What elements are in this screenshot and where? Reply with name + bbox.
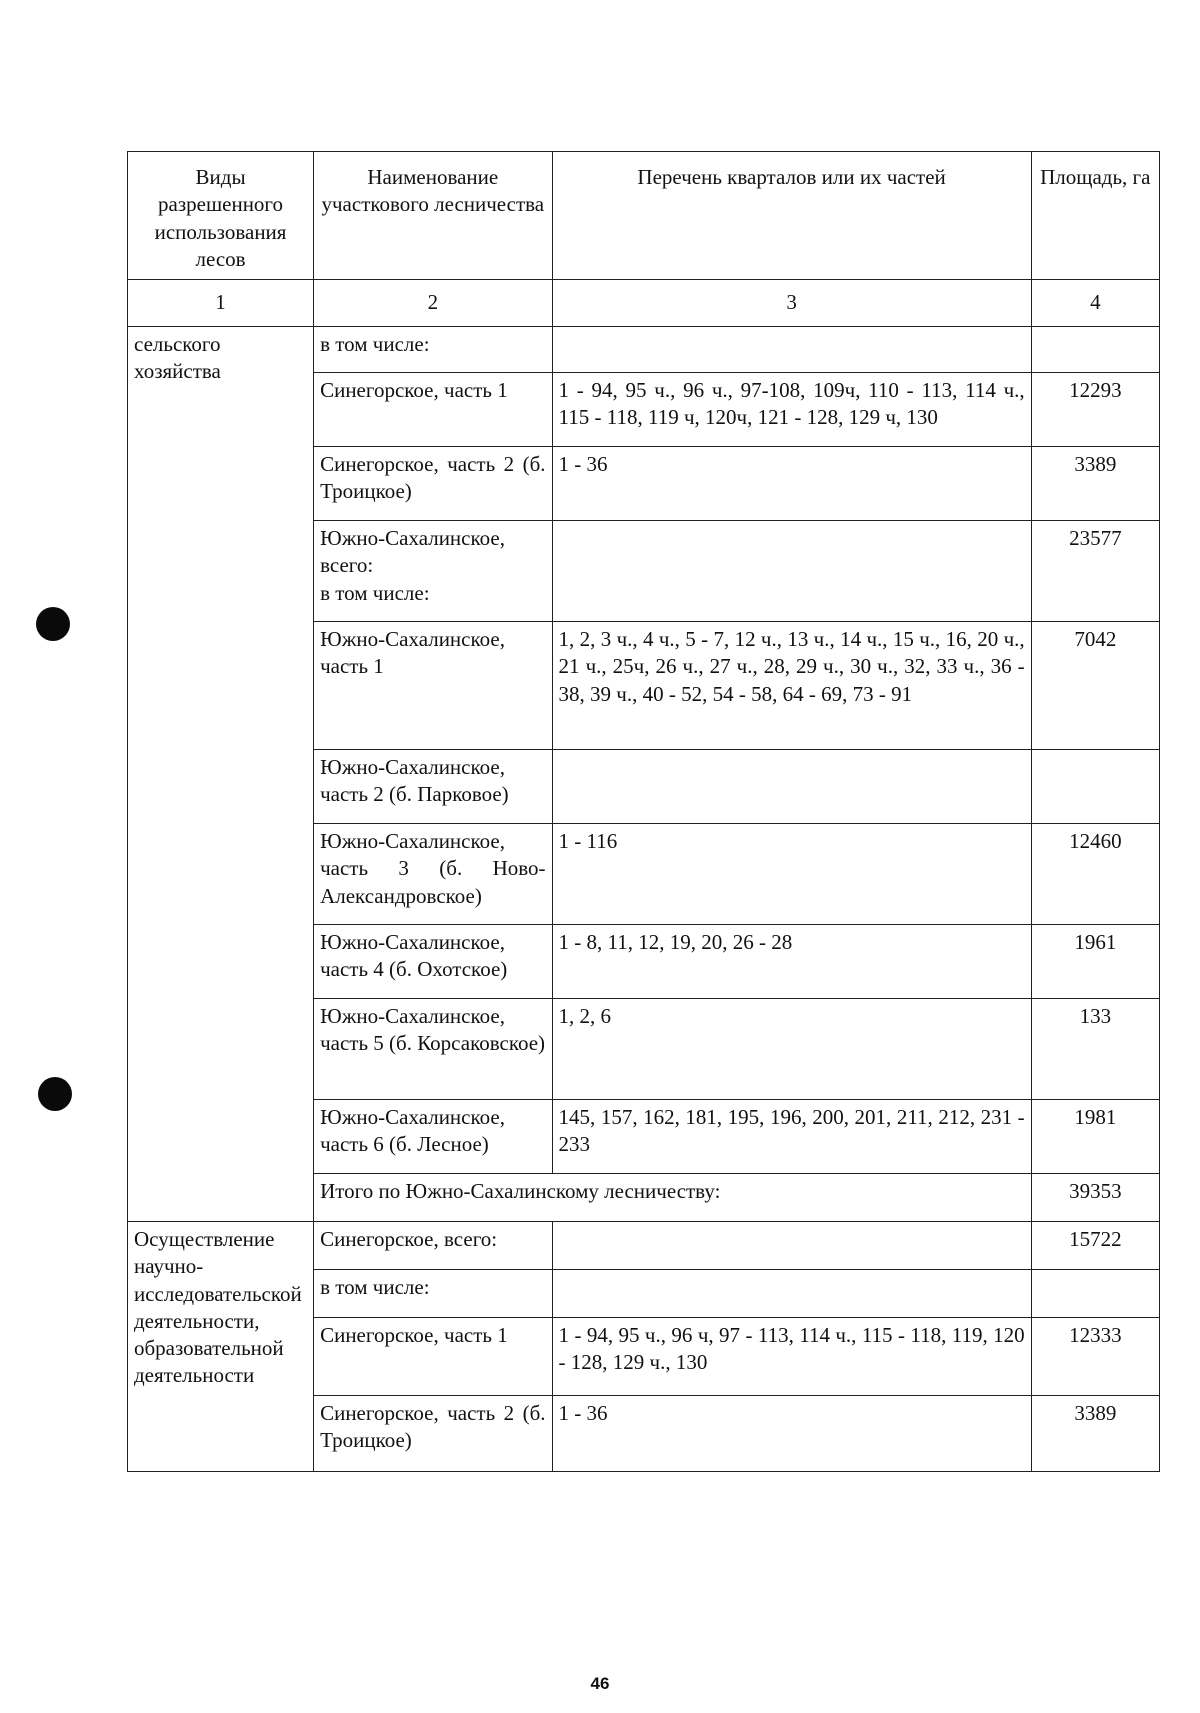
- area-value: 23577: [1031, 521, 1159, 622]
- column-number: 3: [552, 280, 1031, 327]
- column-number: 4: [1031, 280, 1159, 327]
- area-value: 12293: [1031, 373, 1159, 447]
- area-value: 1961: [1031, 925, 1159, 999]
- total-area: 39353: [1031, 1174, 1159, 1222]
- area-value: 12460: [1031, 824, 1159, 925]
- use-type-agriculture: сельского хозяйства: [128, 327, 314, 1222]
- quarters-list: [552, 327, 1031, 373]
- forestry-name: Синегорское, часть 1: [314, 1318, 552, 1396]
- quarters-list: [552, 521, 1031, 622]
- quarters-list: 1 - 94, 95 ч., 96 ч, 97 - 113, 114 ч., 115 - 118, 119, 120 - 128, 129 ч., 130: [552, 1318, 1031, 1396]
- forestry-name: Синегорское, часть 1: [314, 373, 552, 447]
- quarters-list: [552, 1270, 1031, 1318]
- quarters-list: 1 - 36: [552, 447, 1031, 521]
- table-row: [128, 1222, 1160, 1270]
- area-value: 3389: [1031, 447, 1159, 521]
- punch-hole-bottom: [38, 1077, 72, 1111]
- quarters-list: [552, 750, 1031, 824]
- page-number: 46: [590, 1674, 610, 1693]
- forestry-name: Синегорское, часть 2 (б. Троицкое): [314, 447, 552, 521]
- forestry-name: Южно-Сахалинское, часть 1: [314, 622, 552, 750]
- punch-hole-top: [36, 607, 70, 641]
- forestry-name: Синегорское, всего:: [314, 1222, 552, 1270]
- column-number: 1: [128, 280, 314, 327]
- area-value: [1031, 750, 1159, 824]
- header-quarters-list: Перечень кварталов или их частей: [552, 152, 1031, 280]
- quarters-list: 1, 2, 3 ч., 4 ч., 5 - 7, 12 ч., 13 ч., 14 ч., 15 ч., 16, 20 ч., 21 ч., 25ч, 26 ч., 27 ч., 28, 29 ч., 30 ч., 32, 33 ч., 36 - 38, 39 ч., 40 - 52, 54 - 58, 64 - 69, 73 - 91: [552, 622, 1031, 750]
- area-value: 1981: [1031, 1100, 1159, 1174]
- area-value: 7042: [1031, 622, 1159, 750]
- quarters-list: 1 - 36: [552, 1396, 1031, 1472]
- forestry-name: Южно-Сахалинское, часть 5 (б. Корсаковское): [314, 999, 552, 1100]
- header-forestry-name: Наименование участкового лесничества: [314, 152, 552, 280]
- use-type-research-education: Осуществление научно-исследовательской деятельности, образовательной деятельности: [128, 1222, 314, 1472]
- quarters-list: 1 - 94, 95 ч., 96 ч., 97-108, 109ч, 110 - 113, 114 ч., 115 - 118, 119 ч, 120ч, 121 - 128, 129 ч, 130: [552, 373, 1031, 447]
- total-label: Итого по Южно-Сахалинскому лесничеству:: [314, 1174, 1032, 1222]
- forest-use-table: [127, 151, 1160, 1472]
- forestry-name: Южно-Сахалинское, часть 4 (б. Охотское): [314, 925, 552, 999]
- table-row: [128, 327, 1160, 373]
- column-number: 2: [314, 280, 552, 327]
- area-value: 133: [1031, 999, 1159, 1100]
- quarters-list: 1 - 116: [552, 824, 1031, 925]
- forestry-name: Южно-Сахалинское, часть 3 (б. Ново-Александровское): [314, 824, 552, 925]
- area-value: 15722: [1031, 1222, 1159, 1270]
- area-value: 12333: [1031, 1318, 1159, 1396]
- forestry-name: в том числе:: [314, 1270, 552, 1318]
- header-row: [128, 152, 1160, 280]
- quarters-list: [552, 1222, 1031, 1270]
- header-use-type: Виды разрешенного использования лесов: [128, 152, 314, 280]
- header-area: Площадь, га: [1031, 152, 1159, 280]
- column-number-row: [128, 280, 1160, 327]
- quarters-list: 1 - 8, 11, 12, 19, 20, 26 - 28: [552, 925, 1031, 999]
- forestry-name: Синегорское, часть 2 (б. Троицкое): [314, 1396, 552, 1472]
- area-value: [1031, 327, 1159, 373]
- area-value: [1031, 1270, 1159, 1318]
- area-value: 3389: [1031, 1396, 1159, 1472]
- forestry-name: Южно-Сахалинское, часть 2 (б. Парковое): [314, 750, 552, 824]
- forestry-name: Южно-Сахалинское, всего: в том числе:: [314, 521, 552, 622]
- forestry-name: Южно-Сахалинское, часть 6 (б. Лесное): [314, 1100, 552, 1174]
- forestry-name: в том числе:: [314, 327, 552, 373]
- quarters-list: 145, 157, 162, 181, 195, 196, 200, 201, 211, 212, 231 - 233: [552, 1100, 1031, 1174]
- quarters-list: 1, 2, 6: [552, 999, 1031, 1100]
